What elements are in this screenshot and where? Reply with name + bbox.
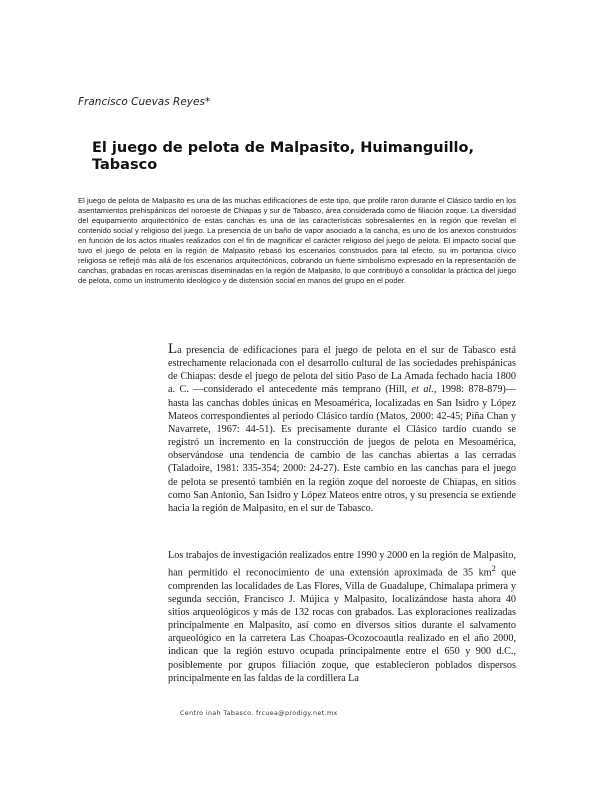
intro-italic: et al. xyxy=(411,384,434,396)
para2-text-1: Los trabajos de investigación realizados entre 1990 y 2000 en la región de Malpasito, han permitido el reconocimiento de una extensión aproximada de 35 km xyxy=(168,550,516,579)
drop-cap: L xyxy=(168,341,178,357)
intro-text-2: , 1998: 878-879)— hasta las canchas dobles únicas en Mesoamérica, localizadas en San Isidro y López Mateos correspondientes al periodo Clásico tardío (Matos, 2000: 42-45; Piña Chan y Navarrete, 1967: 44-51). Es precisamente durante el Clásico tardío cuando se registró un incremento en la construcción de juegos de pelota en Mesoamérica, observándose una tendencia de cambio de las canchas abiertas a las cerradas (Taladoire, 1981: 335-354; 2000: 24-27). Este cambio en las canchas para el juego de pelota se presentó también en la región zoque del noroeste de Chiapas, en sitios como San Antonio, San Isidro y López Mateos entre otros, y su presencia se extiende hacia la región de Malpasito, en el sur de Tabasco. xyxy=(168,384,517,514)
footnote: Centro inah Tabasco. frcuea@prodigy.net.mx xyxy=(180,710,338,717)
intro-text-1: a presencia de edificaciones para el juego de pelota en el sur de Tabasco está estrechamente relacionada con el desarrollo cultural de las sociedades prehispánicas de Chiapas: desde el juego de pelota del sitio Paso de La Amada fechado hacia 1800 a. C. —considerado el antecedente más temprano (Hill, xyxy=(168,345,516,396)
body-paragraph-2 xyxy=(168,549,516,685)
article-title: El juego de pelota de Malpasito, Huimanguillo, Tabasco xyxy=(92,140,474,173)
author-name: Francisco Cuevas Reyes* xyxy=(78,96,211,108)
intro-paragraph xyxy=(168,343,516,515)
superscript-2: 2 xyxy=(491,563,496,574)
abstract-paragraph: El juego de pelota de Malpasito es una de las muchas edificaciones de este tipo, que prolife raron durante el Clásico tardío en los asentamientos prehispánicos del noroeste de Chiapas y sur de Tabasco, área considerada como de filiación zoque. La diversidad del equipamiento arquitectónico de estas canchas es una de las características sobresalientes en la región que revelan el contenido social y religioso del juego. La presencia de un baño de vapor asociado a la cancha, es uno de los anexos construidos en función de los actos rituales realizados con el fin de magnificar el carácter religioso del juego de pelota. El impacto social que tuvo el juego de pelota en la región de Malpasito rebasó los escenarios construidos para tal efecto, su im portancia cívico religiosa se reflejó más allá de los escenarios arquitectónicos, cobrando un fuerte simbolismo expresado en la representación de canchas, grabadas en rocas areniscas diseminadas en la región de Malpasito, lo que contribuyó a consolidar la práctica del juego de pelota, como un instrumento ideológico y de distensión social en manos del grupo en el poder. xyxy=(78,196,516,286)
para2-text-2: que comprenden las localidades de Las Flores, Villa de Guadalupe, Chimalapa primera y segunda sección, Francisco J. Mújica y Malpasito, localizándose hasta ahora 40 sitios arqueológicos y más de 132 rocas con grabados. Las exploraciones realizadas principalmente en Malpasito, así como en diversos sitios durante el salvamento arqueológico en la carretera Las Choapas-Ocozocoautla realizado en el año 2000, indican que la región estuvo ocupada principalmente entre el 650 y 900 d.C., posiblemente por grupos filiación zoque, que establecieron poblados dispersos principalmente en las faldas de la cordillera La xyxy=(168,567,516,684)
